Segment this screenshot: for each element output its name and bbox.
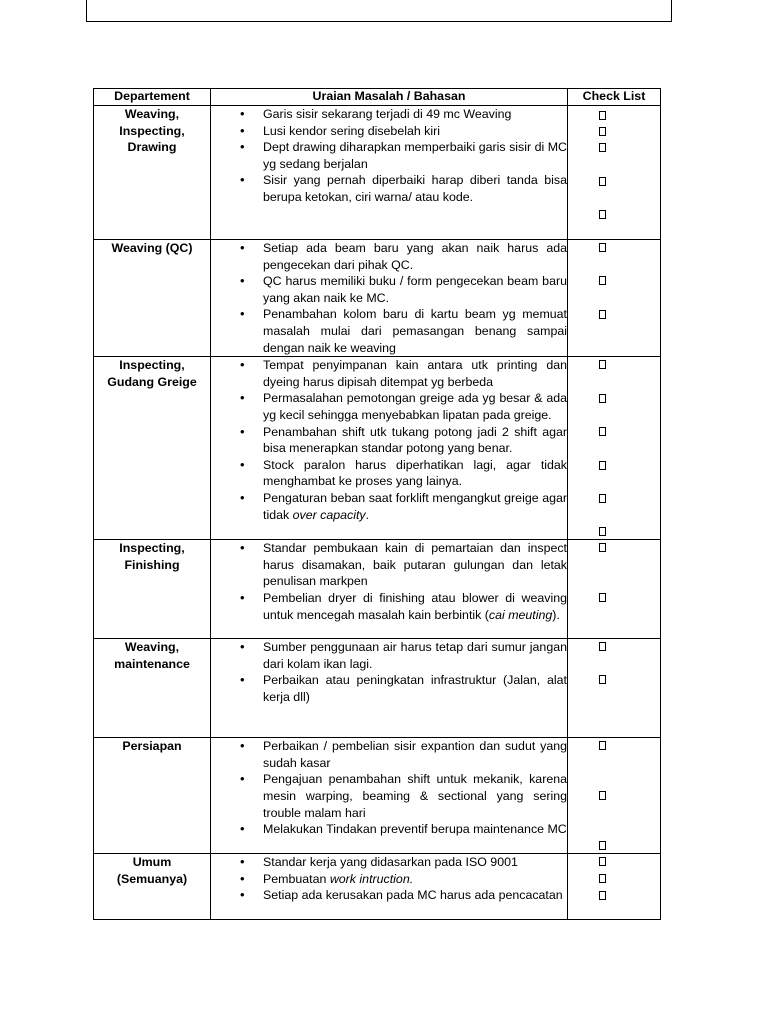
description-cell [211, 106, 568, 240]
list-item: • Penambahan kolom baru di kartu beam yg memuat masalah mulai dari pemasangan benang sampai dengan naik ke weaving [211, 306, 567, 356]
checkbox[interactable] [599, 543, 606, 552]
list-item: • Melakukan Tindakan preventif berupa maintenance MC [211, 821, 567, 838]
checklist-cell [568, 854, 661, 920]
table-row [94, 106, 661, 240]
checklist-cell [568, 639, 661, 738]
list-item: • Sisir yang pernah diperbaiki harap diberi tanda bisa berupa ketokan, ciri warna/ atau kode. [211, 172, 567, 205]
checklist-cell [568, 738, 661, 854]
bullet-list [211, 240, 567, 356]
department-cell: Umum (Semuanya) [94, 854, 211, 920]
list-item: • Dept drawing diharapkan memperbaiki garis sisir di MC yg sedang berjalan [211, 139, 567, 172]
description-cell [211, 854, 568, 920]
checkbox[interactable] [599, 593, 606, 602]
bullet-list [211, 106, 567, 206]
checkbox[interactable] [599, 210, 606, 219]
list-item: • Standar kerja yang didasarkan pada ISO 9001 [211, 854, 567, 871]
header-checklist: Check List [568, 89, 661, 106]
list-item: • Pembuatan work intruction. [211, 871, 567, 888]
list-item: • Perbaikan atau peningkatan infrastruktur (Jalan, alat kerja dll) [211, 672, 567, 705]
bullet-list [211, 639, 567, 705]
table-row [94, 738, 661, 854]
checkbox[interactable] [599, 642, 606, 651]
list-item: • Penambahan shift utk tukang potong jadi 2 shift agar bisa menerapkan standar potong yang benar. [211, 424, 567, 457]
checkbox[interactable] [599, 791, 606, 800]
checklist-cell [568, 106, 661, 240]
bullet-list [211, 540, 567, 623]
description-cell [211, 540, 568, 639]
department-cell: Persiapan [94, 738, 211, 854]
bullet-list [211, 738, 567, 838]
header-description: Uraian Masalah / Bahasan [211, 89, 568, 106]
list-item: • Lusi kendor sering disebelah kiri [211, 123, 567, 140]
department-cell: Inspecting, Gudang Greige [94, 357, 211, 540]
bullet-list [211, 357, 567, 523]
description-cell [211, 639, 568, 738]
checkbox[interactable] [599, 111, 606, 120]
description-cell [211, 240, 568, 357]
checkbox[interactable] [599, 675, 606, 684]
department-cell: Weaving (QC) [94, 240, 211, 357]
top-frame [86, 0, 672, 22]
list-item: • Setiap ada beam baru yang akan naik harus ada pengecekan dari pihak QC. [211, 240, 567, 273]
checkbox[interactable] [599, 461, 606, 470]
checkbox[interactable] [599, 841, 606, 850]
checkbox[interactable] [599, 891, 606, 900]
table-row [94, 540, 661, 639]
table-row [94, 357, 661, 540]
checklist-table [93, 88, 661, 920]
list-item: • Standar pembukaan kain di pemartaian dan inspect harus disamakan, baik putaran gulungan dan letak penulisan markpen [211, 540, 567, 590]
checklist-cell [568, 240, 661, 357]
checkbox[interactable] [599, 127, 606, 136]
list-item: • Permasalahan pemotongan greige ada yg besar & ada yg kecil sehingga menyebabkan lipatan pada greige. [211, 390, 567, 423]
list-item: • Pengaturan beban saat forklift mengangkut greige agar tidak over capacity. [211, 490, 567, 523]
checklist-cell [568, 540, 661, 639]
checkbox[interactable] [599, 276, 606, 285]
checkbox[interactable] [599, 494, 606, 503]
description-cell [211, 357, 568, 540]
checkbox[interactable] [599, 310, 606, 319]
list-item: • Setiap ada kerusakan pada MC harus ada pencacatan [211, 887, 567, 904]
department-cell: Inspecting, Finishing [94, 540, 211, 639]
table-row [94, 854, 661, 920]
checkbox[interactable] [599, 360, 606, 369]
list-item: • Sumber penggunaan air harus tetap dari sumur jangan dari kolam ikan lagi. [211, 639, 567, 672]
table-row [94, 240, 661, 357]
description-cell [211, 738, 568, 854]
checkbox[interactable] [599, 741, 606, 750]
checkbox[interactable] [599, 177, 606, 186]
checkbox[interactable] [599, 427, 606, 436]
bullet-list [211, 854, 567, 904]
checkbox[interactable] [599, 143, 606, 152]
list-item: • Garis sisir sekarang terjadi di 49 mc Weaving [211, 106, 567, 123]
list-item: • Pengajuan penambahan shift untuk mekanik, karena mesin warping, beaming & sectional yang sering trouble malam hari [211, 771, 567, 821]
list-item: • Stock paralon harus diperhatikan lagi, agar tidak menghambat ke proses yang lainya. [211, 457, 567, 490]
table-body [94, 106, 661, 920]
department-cell: Weaving, Inspecting, Drawing [94, 106, 211, 240]
checkbox[interactable] [599, 527, 606, 536]
list-item: • Tempat penyimpanan kain antara utk printing dan dyeing harus dipisah ditempat yg berbeda [211, 357, 567, 390]
table-row [94, 639, 661, 738]
table-header-row [94, 89, 661, 106]
list-item: • Perbaikan / pembelian sisir expantion dan sudut yang sudah kasar [211, 738, 567, 771]
checkbox[interactable] [599, 243, 606, 252]
list-item: • Pembelian dryer di finishing atau blower di weaving untuk mencegah masalah kain berbintik (cai meuting). [211, 590, 567, 623]
header-department: Departement [94, 89, 211, 106]
list-item: • QC harus memiliki buku / form pengecekan beam baru yang akan naik ke MC. [211, 273, 567, 306]
department-cell: Weaving, maintenance [94, 639, 211, 738]
checkbox[interactable] [599, 857, 606, 866]
checkbox[interactable] [599, 394, 606, 403]
checkbox[interactable] [599, 874, 606, 883]
checklist-cell [568, 357, 661, 540]
